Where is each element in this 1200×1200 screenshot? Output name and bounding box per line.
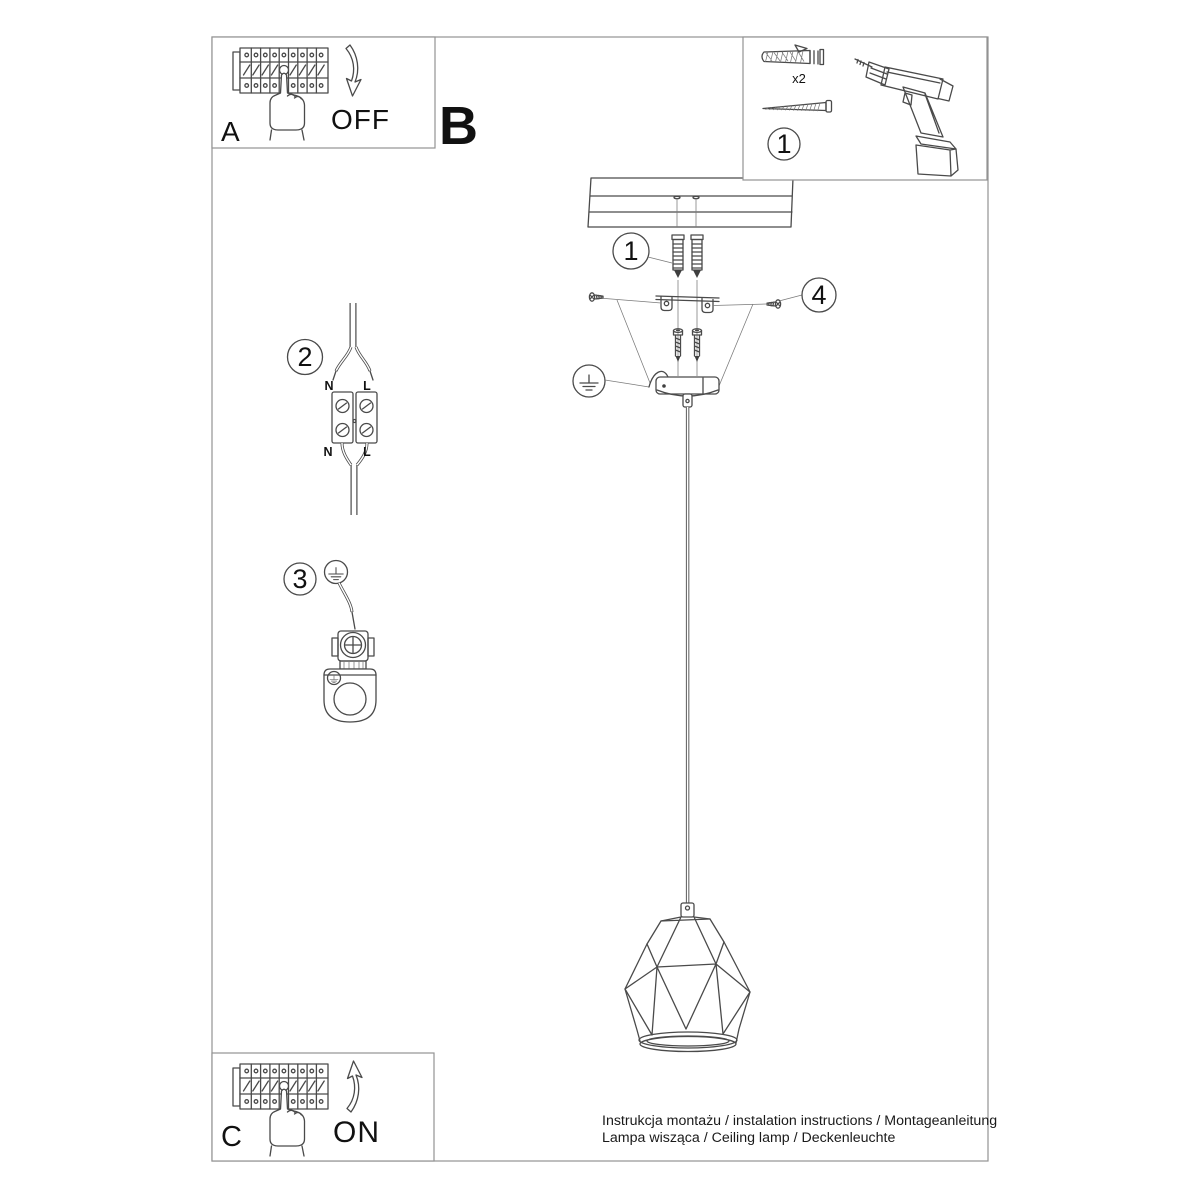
wire-label-n-bottom: N	[323, 445, 333, 459]
ground-symbol-main	[573, 365, 668, 397]
wire-label-l-top: L	[363, 379, 371, 393]
wire-label-l-bottom: L	[363, 445, 371, 459]
callout-number-wiring: 2	[297, 342, 313, 372]
off-label: OFF	[331, 104, 390, 135]
step-c-label: C	[221, 1121, 242, 1153]
wire-connection-diagram	[332, 302, 377, 516]
callout-number-anchors: 1	[623, 236, 639, 266]
wall-anchors	[672, 235, 703, 278]
callout-number-screws: 4	[811, 280, 827, 310]
step-b-label: B	[439, 96, 478, 156]
parts-callout-number: 1	[776, 129, 792, 159]
side-screw-right	[767, 300, 781, 308]
footer-product: Lampa wisząca / Ceiling lamp / Deckenleuchte	[602, 1130, 896, 1146]
step-a-label: A	[221, 116, 240, 147]
ceiling-slab	[588, 178, 793, 227]
footer-instructions: Instrukcja montażu / instalation instructions / Montageanleitung	[602, 1113, 998, 1129]
callout-number-grounding: 3	[292, 564, 308, 594]
canopy	[656, 377, 719, 407]
mounting-bracket	[599, 295, 802, 386]
wire-label-n-top: N	[324, 379, 334, 393]
lampshade	[625, 903, 750, 1052]
anchor-quantity: x2	[792, 71, 806, 86]
on-label: ON	[333, 1116, 380, 1149]
side-screw-left	[589, 293, 603, 301]
alignment-lines	[678, 280, 697, 376]
page-border	[212, 37, 988, 1161]
ground-clamp-diagram	[324, 561, 376, 723]
